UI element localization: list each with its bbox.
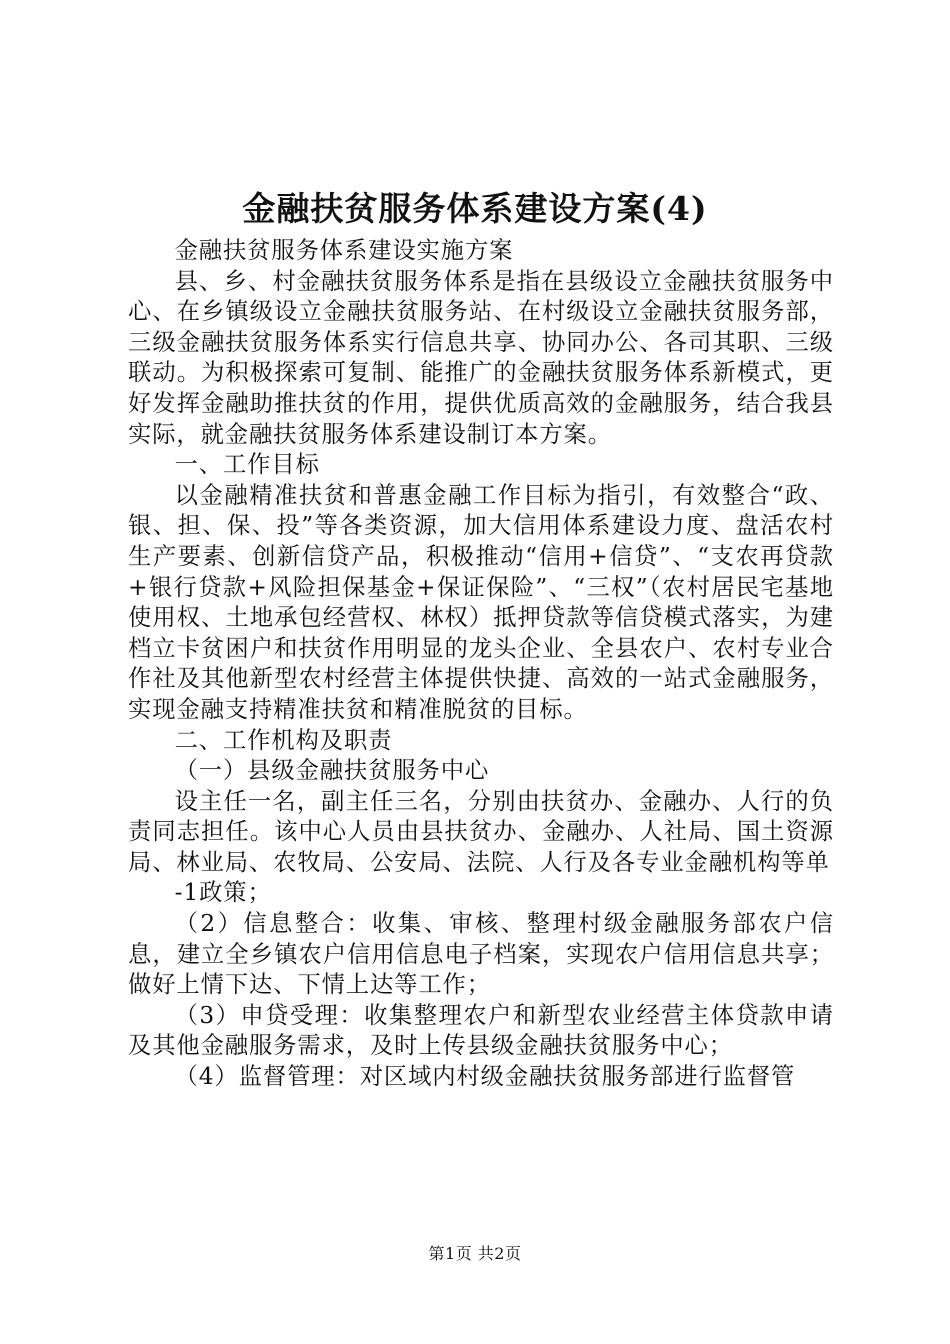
paragraph-item-3: （3）申贷受理：收集整理农户和新型农业经营主体贷款申请及其他金融服务需求，及时上传县级金融扶贫服务中心； xyxy=(128,1001,834,1060)
paragraph-item-4: （4）监督管理：对区域内村级金融扶贫服务部进行监督管 xyxy=(174,1063,796,1091)
paragraph-policy-fragment: -1政策； xyxy=(174,879,272,907)
paragraph-subtitle: 金融扶贫服务体系建设实施方案 xyxy=(174,237,514,264)
paragraph-county-center: 设主任一名，副主任三名，分别由扶贫办、金融办、人行的负责同志担任。该中心人员由县扶贫办、金融办、人社局、国土资源局、林业局、农牧局、公安局、法院、人行及各专业金融机构等单 xyxy=(128,787,834,876)
subsection-heading-county-center: （一）县级金融扶贫服务中心 xyxy=(174,757,490,785)
document-body xyxy=(128,236,834,1093)
document-title: 金融扶贫服务体系建设方案(4) xyxy=(242,189,708,228)
page-footer: 第1页 共2页 xyxy=(428,1244,522,1263)
paragraph-item-2: （2）信息整合：收集、审核、整理村级金融服务部农户信息，建立全乡镇农户信用信息电子档案，实现农户信用信息共享；做好上情下达、下情上达等工作； xyxy=(128,910,834,999)
section-heading-organization: 二、工作机构及职责 xyxy=(174,726,393,754)
paragraph-intro: 县、乡、村金融扶贫服务体系是指在县级设立金融扶贫服务中心、在乡镇级设立金融扶贫服务站、在村级设立金融扶贫服务部，三级金融扶贫服务体系实行信息共享、协同办公、各司其职、三级联动。为积极探索可复制、能推广的金融扶贫服务体系新模式，更好发挥金融助推扶贫的作用，提供优质高效的金融服务，结合我县实际，就金融扶贫服务体系建设制订本方案。 xyxy=(128,267,834,448)
section-heading-goals: 一、工作目标 xyxy=(174,451,320,479)
paragraph-goals: 以金融精准扶贫和普惠金融工作目标为指引，有效整合“政、银、担、保、投”等各类资源，加大信用体系建设力度、盘活农村生产要素、创新信贷产品，积极推动“信用+信贷”、“支农再贷款+银行贷款+风险担保基金+保证保险”、“三权”（农村居民宅基地使用权、土地承包经营权、林权）抵押贷款等信贷模式落实，为建档立卡贫困户和扶贫作用明显的龙头企业、全县农户、农村专业合作社及其他新型农村经营主体提供快捷、高效的一站式金融服务，实现金融支持精准扶贫和精准脱贫的目标。 xyxy=(128,481,834,723)
